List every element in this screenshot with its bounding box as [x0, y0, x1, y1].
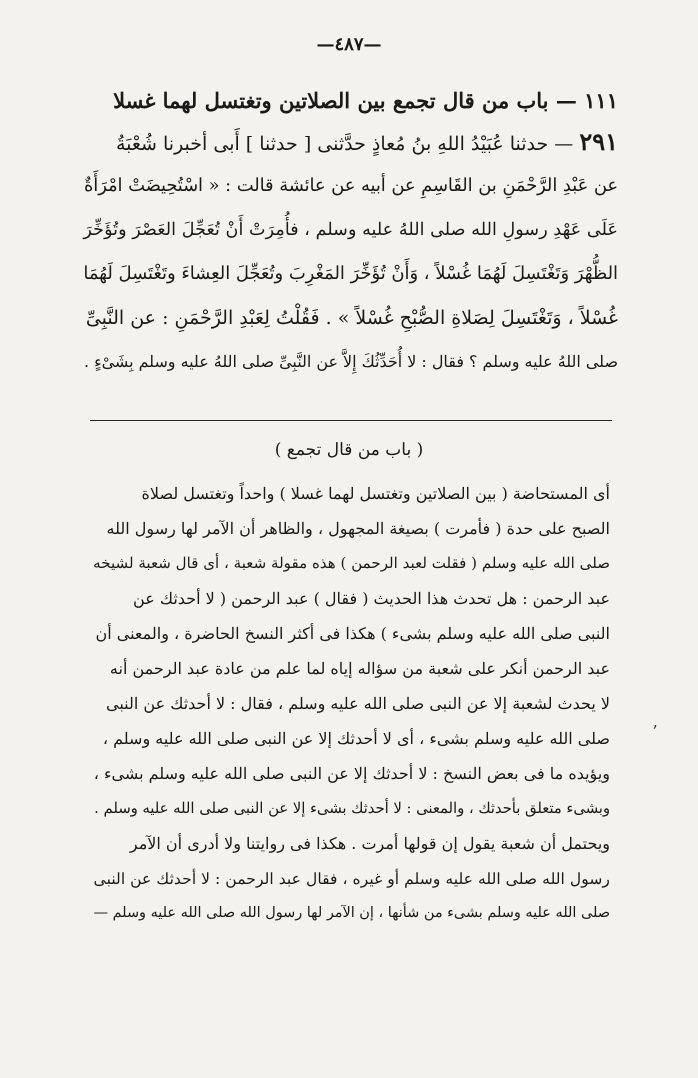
hadith-line: الظُّهْرَ وَتَغْتَسِلَ لَهُمَا غُسْلاً ، وَأَنْ تُؤَخِّرَ المَغْرِبَ وتُعَجِّلَ العِشاءَ وتَغْتَسِلَ لَهُمَا [83, 263, 618, 284]
commentary-line: لا يحدث لشعبة إلا عن النبى صلى الله عليه وسلم ، فقال : لا أحدثك عن النبى [106, 694, 610, 713]
hadith-line-text: — حدثنا عُبَيْدُ اللهِ بنُ مُعاذٍ حدَّثنى [ حدثنا ] أَبى أخبرنا شُعْبَةُ [115, 133, 574, 155]
commentary-line: عبد الرحمن : هل تحدث هذا الحديث ( فقال ) عبد الرحمن ( لا أحدثك عن [133, 589, 610, 608]
chapter-title: ١١١ — باب من قال تجمع بين الصلاتين وتغتسل لهما غسلا [113, 88, 618, 113]
hadith-section [78, 82, 618, 384]
commentary-line: صلى الله عليه وسلم بشىء ، أى لا أحدثك إلا عن النبى صلى الله عليه وسلم ، [102, 729, 610, 748]
commentary-line: صلى الله عليه وسلم بشىء من شأنها ، إن الآمر لها رسول الله صلى الله عليه وسلم — [93, 905, 610, 921]
hadith-line: صلى اللهُ عليه وسلم ؟ فقال : لا أُحَدِّثُكَ إِلاَّ عن النَّبِىِّ صلى اللهُ عليه وسلم بِشَىْءٍ . [83, 352, 618, 371]
hadith-line: عَلَى عَهْدِ رسولِ الله صلى اللهُ عليه وسلم ، فأُمِرَتْ أَنْ تُعَجِّلَ العَصْرَ وتُؤَخِّرَ [83, 220, 618, 240]
commentary-line: ويؤيده ما فى بعض النسخ : لا أحدثك إلا عن النبى صلى الله عليه وسلم بشىء ، [93, 764, 610, 783]
margin-mark: ʼ [652, 722, 658, 741]
page-number: —٤٨٧— [316, 34, 382, 55]
commentary-line: صلى الله عليه وسلم ( فقلت لعبد الرحمن ) هذه مقولة شعبة ، أى قال شعبة لشيخه [93, 554, 610, 572]
commentary-line: أى المستحاضة ( بين الصلاتين وتغتسل لهما غسلا ) واحداً وتغتسل لصلاة [141, 484, 610, 503]
hadith-line: غُسْلاً ، وَتَغْتَسِلَ لِصَلاةِ الصُّبْحِ غُسْلاً » . فَقُلْتُ لِعَبْدِ الرَّحْمَنِ : عن النَّبِىِّ [85, 307, 618, 329]
hadith-number: ٢٩١ [579, 127, 618, 156]
hadith-line [78, 120, 618, 164]
commentary-line: وبشىء متعلق بأحدثك ، والمعنى : لا أحدثك بشىء إلا عن النبى صلى الله عليه وسلم . [94, 800, 610, 817]
hadith-line: عن عَبْدِ الرَّحْمَنِ بن القَاسِمِ عن أبيه عن عائشة قالت : « اسْتُحِيضَتْ امْرَأَةٌ [83, 175, 618, 196]
commentary-line: رسول الله صلى الله عليه وسلم أو غيره ، فقال عبد الرحمن : لا أحدثك عن النبى [93, 869, 610, 888]
section-divider [90, 420, 612, 421]
commentary-line: ويحتمل أن شعبة يقول إن قولها أمرت . هكذا فى روايتنا ولا أدرى أن الآمر [129, 834, 610, 853]
commentary-title: ( باب من قال تجمع ) [274, 440, 424, 460]
commentary-line: النبى صلى الله عليه وسلم بشىء ) هكذا فى أكثر النسخ الحاضرة ، والمعنى أن [95, 624, 610, 643]
commentary-line: الصبح على حدة ( فأمرت ) بصيغة المجهول ، والظاهر أن الآمر لها رسول الله [106, 519, 610, 538]
commentary-line: عبد الرحمن أنكر على شعبة من سؤاله إياه لما علم من عادة عبد الرحمن أنه [109, 659, 610, 678]
commentary-section [88, 476, 610, 931]
